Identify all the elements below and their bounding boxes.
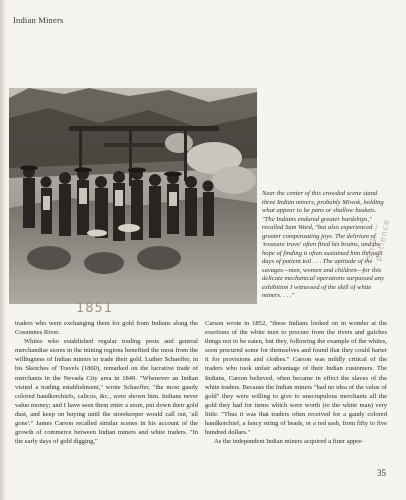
handwritten-year: 1851	[76, 301, 114, 316]
page-number: 35	[377, 468, 386, 478]
paragraph: Whites who established regular trading posts and general merchandise stores in the mining regions benefited the most from the willingness of Indian miners to trade their gold. Luther Schaeffer, in his Sketches of Travels (1860), remarked on the lucrative trade of merchants in the Nevada City area in 1849. "Whenever an Indian visited a trading establishment," wrote Schaeffer, "the most gaudy colored handkerchiefs, calicos, &c., were shown him. Indians never value money; and I have seen them enter a store, put down their gold dust, and keep on buying until the storekeeper would call out, 'all gone'." James Carson recalled similar scenes in his account of the growth of commerce between Indian miners and white traders. "In the early days of gold digging,"	[15, 338, 198, 446]
photo-illustration	[9, 88, 257, 304]
handwritten-margin-note: Shell — patience	[365, 218, 392, 262]
paragraph: traders who were exchanging them for gold from Indians along the Cosumnes River.	[15, 320, 198, 337]
photo-caption: Near the center of this crowded scene stand three Indian miners, probably Miwok, holding what appear to be pans or shallow baskets. "The Indians endured greater hardships," recalled Sam Ward, "but also experienced greater compensating joys. The delirium of 'treasure trove' often fired his brains, and the hope of finding it often sustained him through days of patient toil . . . The aptitude of the savages—men, women and children—for this delicate mechanical operations surpassed any exhibition I witnessed of the skill of white miners. . . ."	[262, 190, 384, 299]
paragraph: Carson wrote in 1852, "these Indians looked on in wonder at the exertions of the white men to procure from the rivers and gulches things not to be eaten, but they, following the example of the whites, soon procured some for themselves and found that they could barter it for provisions and clothes." Carson was mildly critical of the traders who took unfair advantage of their Indian customers. The Indians, Carson believed, often became in effect the slaves of the white traders. Because the Indian miners "had no idea of the value of gold" they were willing to give to unscrupulous merchants all the gold they had for items which were worth (to the white man) very little. "Thus it was that traders often received for a gaudy colored handkerchief, a fancy string of beads, or a red sash, from fifty to five hundred dollars."	[205, 320, 387, 437]
paragraph: As the independent Indian miners acquired a finer appre-	[214, 438, 364, 446]
historical-photograph	[9, 88, 257, 304]
text-column-left	[15, 319, 198, 446]
text-column-right	[205, 319, 387, 446]
binding-shadow	[0, 0, 6, 500]
running-head: Indian Miners	[13, 15, 64, 25]
